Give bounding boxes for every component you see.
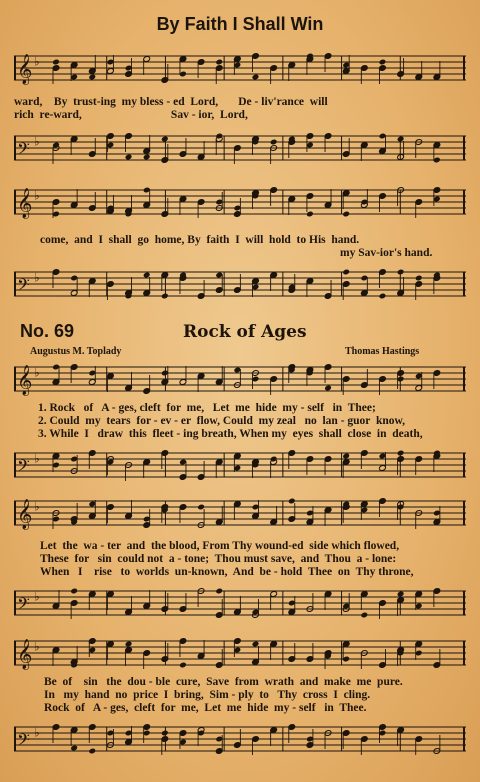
svg-text:♭: ♭ — [34, 188, 40, 203]
svg-text:𝄞: 𝄞 — [17, 639, 33, 670]
svg-text:𝄞: 𝄞 — [17, 188, 33, 219]
lyric-line: Rock of A - ges, cleft for me, Let me hide my - self in Thee. — [44, 702, 367, 714]
music-staff-bass-2 — [14, 264, 466, 304]
svg-text:𝄢: 𝄢 — [17, 274, 30, 299]
music-staff-bass-4 — [14, 582, 466, 624]
music-staff-bass-1 — [14, 128, 466, 168]
lyric-line: 2. Could my tears for - ev - er flow, Could my zeal no lan - guor know, — [38, 415, 406, 427]
svg-text:♭: ♭ — [34, 270, 40, 285]
svg-text:♭: ♭ — [34, 451, 40, 466]
svg-text:♭: ♭ — [34, 365, 40, 380]
svg-text:♭: ♭ — [34, 639, 40, 654]
music-staff-treble-4 — [14, 492, 466, 534]
lyric-line: my Sav-ior's hand. — [340, 247, 433, 259]
svg-text:♭: ♭ — [34, 725, 40, 740]
lyric-line: 1. Rock of A - ges, cleft for me, Let me hide my - self in Thee; — [38, 402, 376, 414]
svg-text:𝄞: 𝄞 — [17, 499, 33, 530]
svg-text:♭: ♭ — [34, 589, 40, 604]
music-staff-bass-3 — [14, 444, 466, 486]
music-staff-treble-2 — [14, 182, 466, 222]
music-staff-bass-5 — [14, 718, 466, 760]
author-credit: Augustus M. Toplady — [30, 346, 122, 357]
hymn-number: No. 69 — [20, 321, 75, 341]
music-staff-treble-5 — [14, 632, 466, 674]
lyric-line: ward, By trust-ing my bless - ed Lord, De - liv'rance will — [14, 96, 328, 108]
svg-text:𝄢: 𝄢 — [17, 593, 30, 618]
svg-text:𝄞: 𝄞 — [17, 54, 33, 85]
hymn-title: Rock of Ages — [183, 322, 307, 342]
svg-text:♭: ♭ — [34, 499, 40, 514]
lyric-line: rich re-ward, Sav - ior, Lord, — [14, 109, 248, 121]
lyric-line: Be of sin the dou - ble cure, Save from wrath and make me pure. — [44, 676, 403, 688]
music-staff-treble-1 — [14, 48, 466, 88]
svg-text:♭: ♭ — [34, 54, 40, 69]
music-staff-treble-3 — [14, 358, 466, 400]
composer-credit: Thomas Hastings — [345, 346, 420, 357]
lyric-line: Let the wa - ter and the blood, From Thy wound-ed side which flowed, — [40, 540, 400, 552]
hymn-title: By Faith I Shall Win — [156, 14, 324, 34]
lyric-line: come, and I shall go home, By faith I will hold to His hand. — [40, 234, 360, 246]
lyric-line: In my hand no price I bring, Sim - ply to Thy cross I cling. — [44, 689, 371, 701]
lyric-line: These for sin could not a - tone; Thou must save, and Thou a - lone: — [40, 553, 397, 565]
svg-text:𝄢: 𝄢 — [17, 729, 30, 754]
svg-text:𝄞: 𝄞 — [17, 365, 33, 396]
svg-text:𝄢: 𝄢 — [17, 138, 30, 163]
svg-text:𝄢: 𝄢 — [17, 455, 30, 480]
svg-text:♭: ♭ — [34, 134, 40, 149]
lyric-line: 3. While I draw this fleet - ing breath, When my eyes shall close in death, — [38, 428, 423, 440]
lyric-line: When I rise to worlds un-known, And be - hold Thee on Thy throne, — [40, 566, 414, 578]
